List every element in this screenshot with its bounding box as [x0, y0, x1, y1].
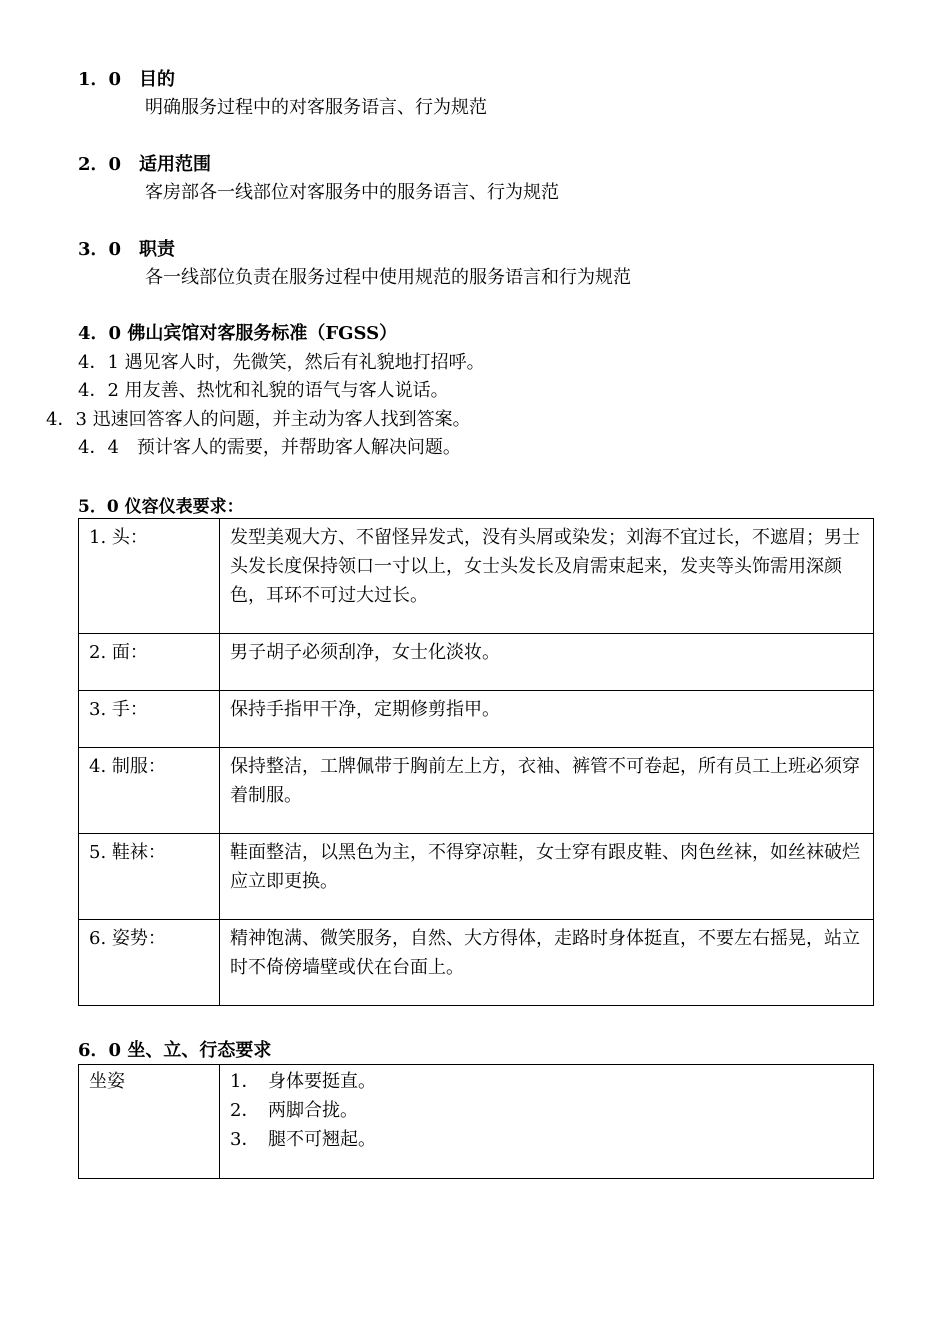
section-6-title: 6．0 坐、立、行态要求: [78, 1040, 272, 1061]
row-label: 4. 制服：: [79, 748, 220, 834]
row-label: 2. 面：: [79, 634, 220, 691]
section-2-body: 客房部各一线部位对客服务中的服务语言、行为规范: [145, 182, 559, 203]
list-item: 2． 两脚合拢。: [230, 1100, 358, 1121]
section-3-body: 各一线部位负责在服务过程中使用规范的服务语言和行为规范: [145, 267, 631, 288]
section-4-title: 4．0 佛山宾馆对客服务标准（FGSS）: [78, 323, 398, 344]
standard-item: 4．2 用友善、热忱和礼貌的语气与客人说话。: [78, 380, 449, 401]
list-item: 3． 腿不可翘起。: [230, 1129, 376, 1150]
row-label: 5. 鞋袜：: [79, 834, 220, 920]
section-2-title: 2．0 适用范围: [78, 154, 212, 175]
row-text: 保持手指甲干净，定期修剪指甲。: [220, 691, 874, 748]
row-text: 男子胡子必须刮净，女士化淡妆。: [220, 634, 874, 691]
row-label: 3. 手：: [79, 691, 220, 748]
table-row: [79, 634, 874, 691]
section-5-title: 5．0 仪容仪表要求：: [78, 497, 244, 517]
section-3-title: 3．0 职责: [78, 239, 176, 260]
row-text: [220, 1065, 874, 1179]
row-text: 鞋面整洁，以黑色为主，不得穿凉鞋，女士穿有跟皮鞋、肉色丝袜，如丝袜破烂应立即更换。: [220, 834, 874, 920]
standard-item: 4．4 预计客人的需要，并帮助客人解决问题。: [78, 437, 461, 458]
row-label: 坐姿: [79, 1065, 220, 1179]
table-row: [79, 519, 874, 634]
row-text: 发型美观大方、不留怪异发式，没有头屑或染发；刘海不宜过长，不遮眉；男士头发长度保持领口一寸以上，女士头发长及肩需束起来，发夹等头饰需用深颜色，耳环不可过大过长。: [220, 519, 874, 634]
section-1-body: 明确服务过程中的对客服务语言、行为规范: [145, 97, 487, 118]
list-item: 1． 身体要挺直。: [230, 1071, 376, 1092]
table-row: [79, 748, 874, 834]
appearance-table: [78, 518, 874, 1006]
row-text: 精神饱满、微笑服务，自然、大方得体，走路时身体挺直，不要左右摇晃，站立时不倚傍墙壁或伏在台面上。: [220, 920, 874, 1006]
standard-item: 4．3 迅速回答客人的问题，并主动为客人找到答案。: [46, 409, 471, 430]
posture-table: [78, 1064, 874, 1179]
section-1-title: 1．0 目的: [78, 69, 176, 90]
row-text: 保持整洁，工牌佩带于胸前左上方，衣袖、裤管不可卷起，所有员工上班必须穿着制服。: [220, 748, 874, 834]
row-label: 6. 姿势：: [79, 920, 220, 1006]
table-row: [79, 691, 874, 748]
standard-item: 4．1 遇见客人时，先微笑，然后有礼貌地打招呼。: [78, 352, 485, 373]
row-label: 1. 头：: [79, 519, 220, 634]
table-row: [79, 834, 874, 920]
table-row: [79, 920, 874, 1006]
table-row: [79, 1065, 874, 1179]
